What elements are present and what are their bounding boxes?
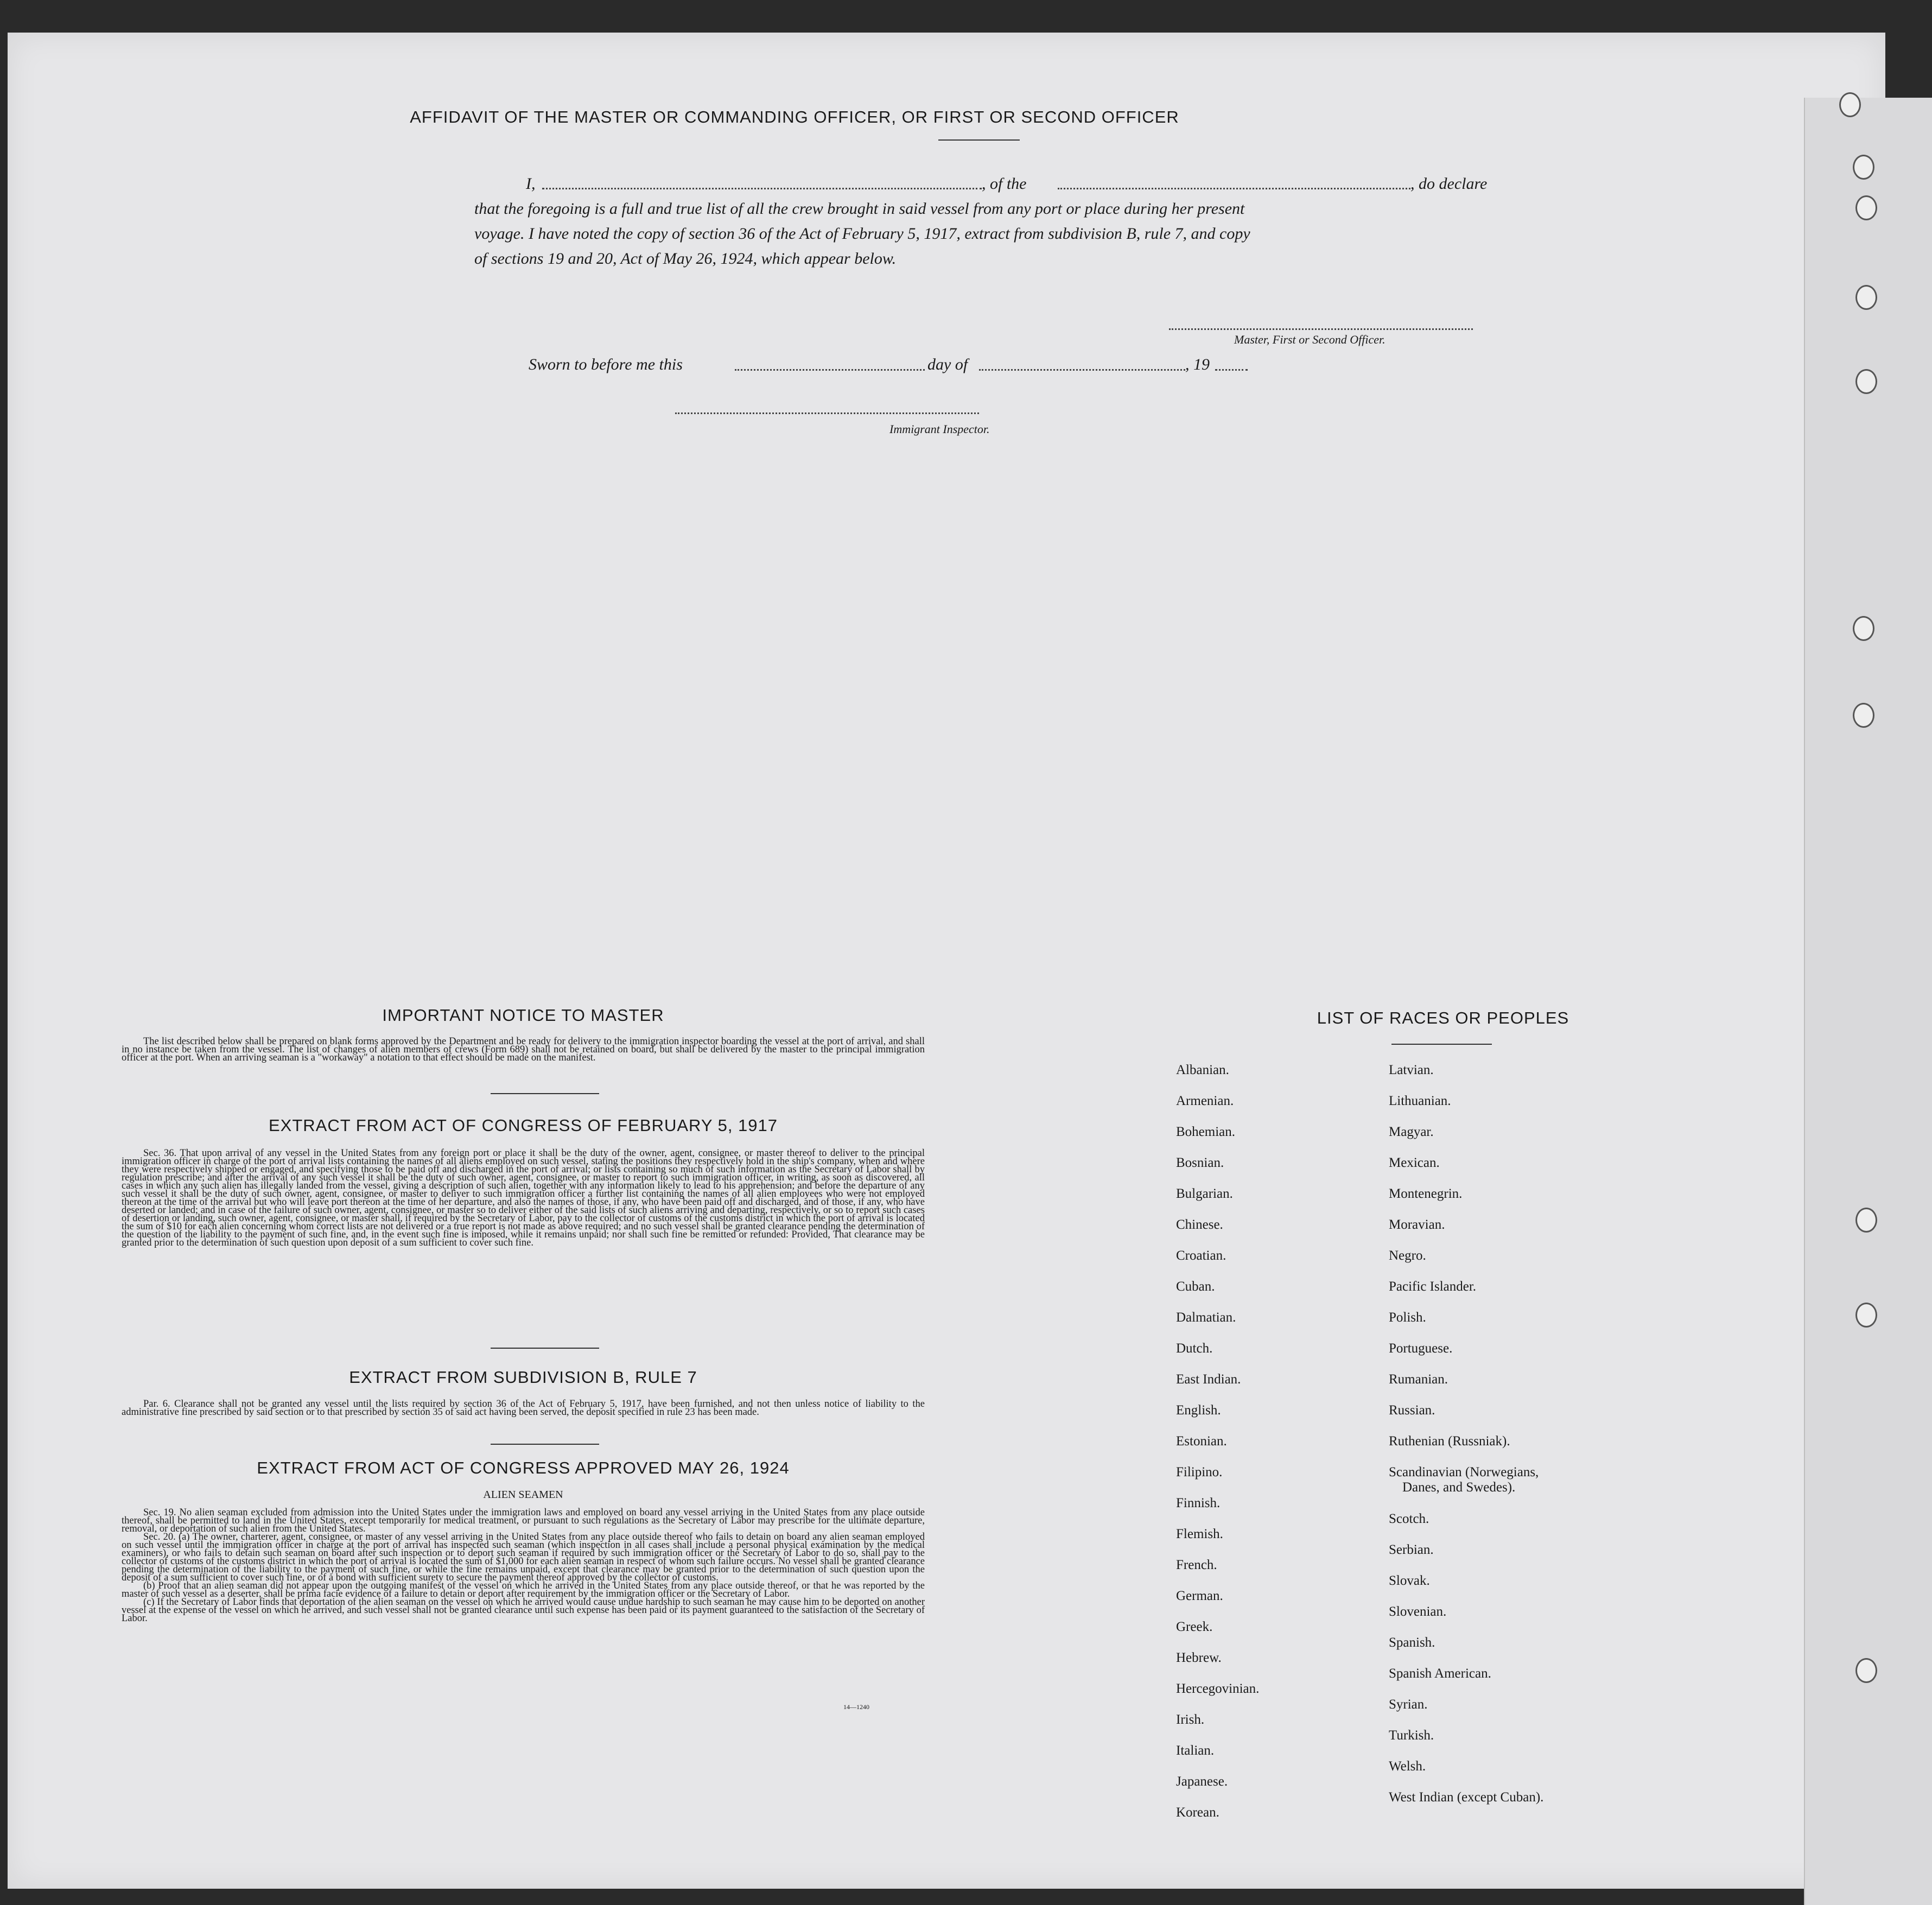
binder-hole-icon: [1855, 285, 1877, 310]
extract-1924-body: [122, 1509, 925, 1623]
race-item: Finnish.: [1176, 1496, 1221, 1510]
race-item: East Indian.: [1176, 1372, 1241, 1387]
sec-20c: (c) If the Secretary of Labor finds that deportation of the alien seaman on the vessel on which he arrived would cause undue hardship to such seaman he may cause him to be deported on another vessel at the expense of the vessel on which he arrived, and such vessel shall not be granted clearance until such expense has been paid or its payment guaranteed to the satisfaction of the Secretary of Labor.: [122, 1597, 925, 1624]
race-item: Armenian.: [1176, 1094, 1234, 1108]
race-item: Montenegrin.: [1389, 1186, 1463, 1201]
race-item: Estonian.: [1176, 1434, 1227, 1449]
alien-seamen-subtitle: ALIEN SEAMEN: [483, 1489, 563, 1501]
binder-hole-icon: [1855, 195, 1877, 220]
affidavit-line-4: of sections 19 and 20, Act of May 26, 1924, which appear below.: [474, 250, 897, 268]
race-item: Irish.: [1176, 1712, 1205, 1727]
race-item: Croatian.: [1176, 1248, 1226, 1263]
race-item: Korean.: [1176, 1805, 1219, 1820]
binder-hole-icon: [1853, 155, 1874, 180]
race-item: German.: [1176, 1589, 1223, 1603]
race-item: Scotch.: [1389, 1512, 1429, 1526]
race-item: Syrian.: [1389, 1697, 1428, 1712]
race-item: Russian.: [1389, 1403, 1435, 1418]
sworn-day-field[interactable]: [735, 369, 925, 371]
extract-1917-body: Sec. 36. That upon arrival of any vessel in the United States from any foreign port or place it shall be the duty of the owner, agent, consignee, or master thereof to deliver to the principal immigration officer in charge of the port of arrival lists containing the names of all aliens employed on such vessel, stating the positions they respectively hold in the ship's company, when and where they were respectively shipped or engaged, and specifying those to be paid off and discharged in the port of arrival; or lists containing so much of such information as the Secretary of Labor shall by regulation prescribe; and after the arrival of any such vessel it shall be the duty of such owner, agent, consignee, or master to report to such immigration officer, in writing, as soon as discovered, all cases in which any such alien has illegally landed from the vessel, giving a description of such alien, together with any information likely to lead to his apprehension; and before the departure of any such vessel it shall be the duty of such owner, agent, consignee, or master to deliver to such immigration officer a further list containing the names of all alien employees who were not employed thereon at the time of the arrival but who will leave port thereon at the time of her departure, and also the names of those, if any, who have been paid off and discharged, and of those, if any, who have deserted or landed; and in case of the failure of such owner, agent, consignee, or master so to deliver either of the said lists of such aliens arriving and departing, respectively, or so to report such cases of desertion or landing, such owner, agent, consignee, or master shall, if required by the Secretary of Labor, pay to the collector of customs of the customs district in which the port of arrival is located the sum of $10 for each alien concerning whom correct lists are not delivered or a true report is not made as above required; and no such vessel shall be granted clearance pending the determination of the question of the liability to the payment of such fine, and, in the event such fine is imposed, while it remains unpaid; nor shall such fine be remitted or refunded: Provided, That clearance may be granted prior to the determination of such question upon deposit of a sum sufficient to cover such fine.: [122, 1148, 925, 1248]
inspector-signature-field[interactable]: [675, 412, 979, 414]
binder-hole-icon: [1855, 1658, 1877, 1683]
race-item: Pacific Islander.: [1389, 1279, 1477, 1294]
race-item: Polish.: [1389, 1310, 1426, 1325]
race-item: Chinese.: [1176, 1217, 1223, 1232]
affidavit-title: AFFIDAVIT OF THE MASTER OR COMMANDING OFFICER, OR FIRST OR SECOND OFFICER: [410, 107, 1179, 126]
affidavit-i: I,: [526, 175, 536, 193]
race-item: Bosnian.: [1176, 1155, 1224, 1170]
day-of-label: day of: [927, 355, 968, 373]
races-column-1: [1176, 1063, 1259, 1836]
rule7-body: Par. 6. Clearance shall not be granted any vessel until the lists required by section 36 of the Act of February 5, 1917, have been furnished, and not then unless notice of liability to the administrative fine prescribed by said section or to that prescribed by section 35 of said act having been served, the deposit specified in rule 23 has been made.: [122, 1399, 925, 1418]
affidavit-of-the: , of the: [982, 175, 1027, 193]
race-item: West Indian (except Cuban).: [1389, 1790, 1544, 1805]
race-item: Spanish American.: [1389, 1666, 1491, 1681]
sworn-year-field[interactable]: [1215, 369, 1248, 371]
race-item: Welsh.: [1389, 1759, 1426, 1774]
affidavit-do-declare: , do declare: [1410, 175, 1488, 193]
master-label: Master, First or Second Officer.: [1234, 333, 1386, 346]
year-label: , 19: [1185, 355, 1210, 373]
race-item: Scandinavian (Norwegians,: [1389, 1465, 1539, 1479]
notice-title: IMPORTANT NOTICE TO MASTER: [382, 1006, 664, 1025]
binder-hole-icon: [1853, 616, 1874, 641]
race-item: Ruthenian (Russniak).: [1389, 1434, 1510, 1449]
affidavit-line-3: voyage. I have noted the copy of section 36 of the Act of February 5, 1917, extract from subdivision B, rule 7, and copy: [474, 225, 1250, 243]
race-item: Filipino.: [1176, 1465, 1223, 1479]
race-item: Negro.: [1389, 1248, 1426, 1263]
divider: [938, 139, 1020, 141]
race-item: Moravian.: [1389, 1217, 1445, 1232]
sworn-month-field[interactable]: [979, 369, 1185, 371]
race-item-continued: Danes, and Swedes).: [1402, 1480, 1516, 1495]
races-title: LIST OF RACES OR PEOPLES: [1317, 1008, 1569, 1027]
races-column-2: [1389, 1063, 1543, 1821]
race-item: Albanian.: [1176, 1063, 1229, 1077]
binder-hole-icon: [1855, 1208, 1877, 1233]
divider: [491, 1093, 599, 1094]
sec-20b: (b) Proof that an alien seaman did not appear upon the outgoing manifest of the vessel on which he arrived in the United States from any place outside thereof, or that he was reported by the master of such vessel as a deserter, shall be prima facie evidence of a failure to detain or deport after requirement by the immigration officer or the Secretary of Labor.: [122, 1580, 925, 1599]
race-item: Flemish.: [1176, 1527, 1223, 1541]
race-item: Hercegovinian.: [1176, 1681, 1260, 1696]
extract-1917-title: EXTRACT FROM ACT OF CONGRESS OF FEBRUARY 5, 1917: [268, 1116, 778, 1135]
race-item: Serbian.: [1389, 1542, 1434, 1557]
race-item: Slovak.: [1389, 1573, 1430, 1588]
form-number: 14—1240: [843, 1703, 869, 1711]
race-item: French.: [1176, 1558, 1217, 1572]
divider: [1391, 1044, 1492, 1045]
race-item: Dalmatian.: [1176, 1310, 1236, 1325]
race-item: Slovenian.: [1389, 1604, 1447, 1619]
race-item: Latvian.: [1389, 1063, 1434, 1077]
divider: [491, 1444, 599, 1445]
race-item: Bohemian.: [1176, 1125, 1236, 1139]
race-item: Bulgarian.: [1176, 1186, 1233, 1201]
sec-20a: Sec. 20. (a) The owner, charterer, agent, consignee, or master of any vessel arriving in the United States from any place outside thereof who fails to detain on board any alien seaman employed on such vessel until the immigration officer in charge at the port of arrival has inspected such seaman (which inspection in all cases shall include a personal physical examination by the medical examiners), or who fails to detain such seaman on board after such inspection or to deport such seaman if required by such immigration officer or the Secretary of Labor to do so, shall pay to the collector of customs of the customs district in which the port of arrival is located the sum of $1,000 for each alien seaman in respect of whom such failure occurs. No vessel shall be granted clearance pending the determination of the liability to the payment of such fine, or while the fine remains unpaid, except that clearance may be granted prior to the determination of such question upon the deposit of a sum sufficient to cover such fine, or of a bond with sufficient surety to secure the payment thereof approved by the collector of customs.: [122, 1532, 925, 1583]
name-field[interactable]: [542, 188, 982, 189]
race-item: Lithuanian.: [1389, 1094, 1451, 1108]
race-item: Spanish.: [1389, 1635, 1435, 1650]
binder-hole-icon: [1855, 369, 1877, 394]
sworn-label: Sworn to before me this: [529, 355, 683, 373]
extract-1924-title: EXTRACT FROM ACT OF CONGRESS APPROVED MAY 26, 1924: [257, 1458, 790, 1477]
binder-hole-icon: [1853, 703, 1874, 728]
race-item: English.: [1176, 1403, 1221, 1418]
race-item: Dutch.: [1176, 1341, 1213, 1356]
race-item: Cuban.: [1176, 1279, 1215, 1294]
affidavit-line-2: that the foregoing is a full and true list of all the crew brought in said vessel from any port or place during her present: [474, 200, 1245, 218]
race-item: Hebrew.: [1176, 1650, 1222, 1665]
notice-body: The list described below shall be prepared on blank forms approved by the Department and be ready for delivery to the immigration inspector boarding the vessel at the port of arrival, and shall in no instance be taken from the vessel. The list of changes of alien members of crews (Form 689) shall not be retained on board, but shall be delivered by the master to the principal immigration officer at the port. When an arriving seaman is a "workaway" a notation to that effect should be made on the manifest.: [122, 1036, 925, 1063]
race-item: Turkish.: [1389, 1728, 1434, 1743]
race-item: Mexican.: [1389, 1155, 1440, 1170]
race-item: Italian.: [1176, 1743, 1215, 1758]
master-signature-field[interactable]: [1169, 328, 1473, 330]
binder-hole-icon: [1855, 1303, 1877, 1328]
race-item: Magyar.: [1389, 1125, 1434, 1139]
divider: [491, 1348, 599, 1349]
race-item: Rumanian.: [1389, 1372, 1448, 1387]
race-item: Greek.: [1176, 1620, 1213, 1634]
race-item: Portuguese.: [1389, 1341, 1453, 1356]
binder-hole-icon: [1839, 92, 1861, 117]
rule7-title: EXTRACT FROM SUBDIVISION B, RULE 7: [349, 1368, 697, 1387]
vessel-field[interactable]: [1058, 188, 1410, 189]
sec-19: Sec. 19. No alien seaman excluded from admission into the United States under the immigration laws and employed on board any vessel arriving in the United States from any place outside thereof, shall be permitted to land in the United States, except temporarily for medical treatment, or pursuant to such regulations as the Secretary of Labor may prescribe for the ultimate departure, removal, or deportation of such alien from the United States.: [122, 1507, 925, 1534]
inspector-label: Immigrant Inspector.: [889, 422, 990, 436]
form-page: [8, 33, 1885, 1889]
race-item: Japanese.: [1176, 1774, 1228, 1789]
